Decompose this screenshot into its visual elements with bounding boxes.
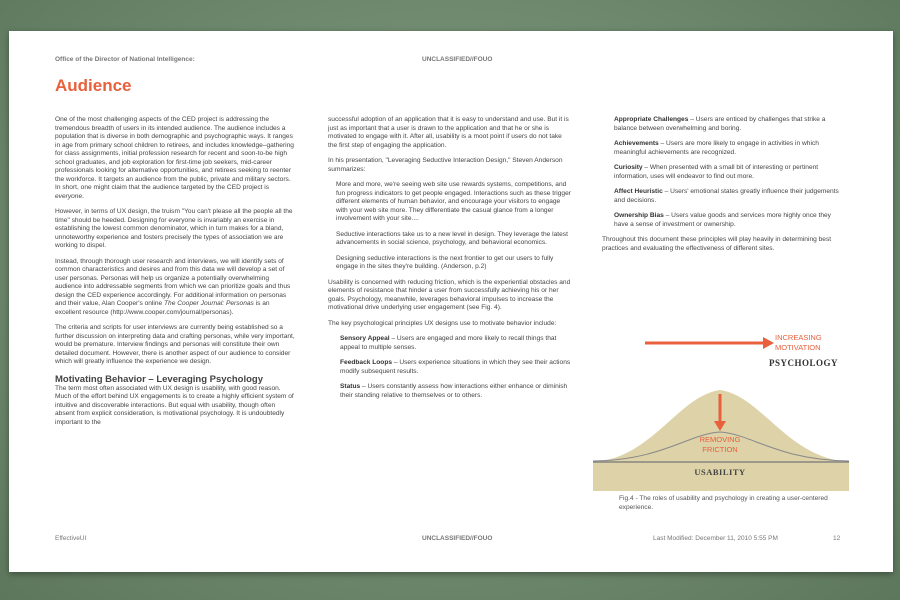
paragraph: The term most often associated with UX design is usability, with good reason. Much of the effort behind UX engagements is to create a highly efficient system of intuitive and discoverable interactions. But equal with usability, though often absent from explicit consideration, is motivational psychology. It is undoubtedly important to the bbox=[55, 384, 294, 426]
document-page bbox=[9, 31, 893, 572]
quote-paragraph: More and more, we're seeing web site use rewards systems, competitions, and fun progress indicators to get people engaged. Interactions such as these trigger different elements of human behavior, and encourage your visitors to engage with your web site more. They differentiate the casual glance from a longer involvement with your site.... bbox=[336, 181, 571, 222]
principle-item: Ownership Bias – Users value goods and services more highly once they have a sense of investment or ownership. bbox=[614, 212, 831, 228]
column-3 bbox=[602, 116, 842, 260]
removing-label-2: FRICTION bbox=[702, 445, 738, 454]
column-1 bbox=[55, 116, 295, 434]
motivation-arrow-head bbox=[763, 337, 774, 349]
increasing-label-1: INCREASING bbox=[775, 333, 822, 342]
paragraph: Throughout this document these principles will play heavily in determining best practices and evaluating the effectiveness of different sites. bbox=[602, 236, 832, 252]
figure-caption: Fig.4 - The roles of usability and psychology in creating a user-centered experience. bbox=[619, 495, 828, 511]
principle-item: Curiosity – When presented with a small bit of interesting or pertinent information, uses will endeavor to find out more. bbox=[614, 164, 819, 180]
removing-label-1: REMOVING bbox=[699, 435, 741, 444]
page-title: Audience bbox=[55, 76, 132, 95]
principle-item: Affect Heuristic – Users' emotional states greatly influence their judgements and decisions. bbox=[614, 188, 839, 204]
paragraph: However, in terms of UX design, the truism "You can't please all the people all the time" should be heeded. Designing for everyone is invariably an exercise in establishing the lowest common denominator, which in turn makes for a bland, unnoteworthy experience and fosters precisely the types of association we are working to dispel. bbox=[55, 208, 293, 249]
paragraph: Instead, through thorough user research and interviews, we will identify sets of common characteristics and desires and from this data we will develop a set of user personas. Personas will help us organize a potentially overwhelming audience into addressable segments from which we can prioritize goals and thus design the CED experience accordingly. For additional information on personas and their value, Alan Cooper's online The Cooper Journal: Personas is an excellent resource (http://www.cooper.com/journal/personas). bbox=[55, 257, 291, 316]
principle-item: Feedback Loops – Users experience situations in which they see their actions modify subsequent results. bbox=[340, 359, 571, 375]
paragraph: successful adoption of an application that it is easy to understand and use. But it is just as important that a user is drawn to the application and that he or she is motivated to engage with it. After all, usability is a moot point if users do not take the first step of engaging the application. bbox=[328, 116, 569, 149]
header-office: Office of the Director of National Intelligence: bbox=[55, 56, 195, 63]
paragraph: The criteria and scripts for user interviews are currently being established so a further discussion on interpreting data and crafting personas, while very important, would be premature. Interview findings and personas will constitute their own detailed document. However, there is another aspect of our audience to consider which will greatly influence the experience we design. bbox=[55, 324, 295, 365]
paragraph: The key psychological principles UX designs use to motivate behavior include: bbox=[328, 319, 557, 327]
principle-item: Appropriate Challenges – Users are enticed by challenges that strike a balance between overwhelming and boring. bbox=[614, 116, 826, 132]
figure-usability-psychology bbox=[583, 326, 859, 491]
column-2 bbox=[328, 116, 572, 407]
section-subheading: Motivating Behavior – Leveraging Psychology bbox=[55, 373, 263, 385]
footer-classification: UNCLASSIFIED//FOUO bbox=[422, 535, 493, 542]
paragraph: One of the most challenging aspects of the CED project is addressing the tremendous breadth of users in its intended audience. The audience includes a population that is diverse in both demographic and psychographic ways. It ranges in age from primary school children to retirees, and includes knowledge–gathering for class assignments, initial profession research for recent and soon-to-be high school graduates, and job exploration for first-time job seekers, mid-career professionals looking for alternative opportunities, and retirees seeking to reenter the workforce. It targets an audience from the public, private and military sectors. In short, one might claim that the audience targeted by the CED project is everyone. bbox=[55, 116, 294, 200]
paragraph: In his presentation, "Leveraging Seductive Interaction Design," Steven Anderson summarizes: bbox=[328, 157, 563, 173]
paragraph: Usability is concerned with reducing friction, which is the experiential obstacles and elements of resistance that hinder a user from successfully achieving his or her goals. Psychology, meanwhile, leverages behavioral impulses to increase the motivational drive underlying user engagement (see Fig. 4). bbox=[328, 278, 571, 311]
quote-paragraph: Designing seductive interactions is the next frontier to get our users to fully engage in the sites they're building. (Anderson, p.2) bbox=[336, 254, 554, 270]
principle-item: Sensory Appeal – Users are engaged and more likely to recall things that appeal to multiple senses. bbox=[340, 335, 557, 351]
increasing-label-2: MOTIVATION bbox=[775, 343, 821, 352]
page-number: 12 bbox=[833, 535, 841, 542]
footer-last-modified: Last Modified: December 11, 2010 5:55 PM bbox=[653, 535, 778, 542]
usability-label: USABILITY bbox=[694, 467, 746, 477]
psychology-label: PSYCHOLOGY bbox=[769, 358, 839, 368]
header-classification: UNCLASSIFIED//FOUO bbox=[422, 56, 493, 63]
quote-paragraph: Seductive interactions take us to a new level in design. They leverage the latest advancements in social science, psychology, and behavioral economics. bbox=[336, 230, 568, 246]
principle-item: Status – Users constantly assess how interactions either enhance or diminish their standing relative to themselves or to others. bbox=[340, 383, 568, 399]
principle-item: Achievements – Users are more likely to engage in activities in which meaningful achievements are recognized. bbox=[614, 140, 819, 156]
footer-company: EffectiveUI bbox=[55, 535, 87, 542]
